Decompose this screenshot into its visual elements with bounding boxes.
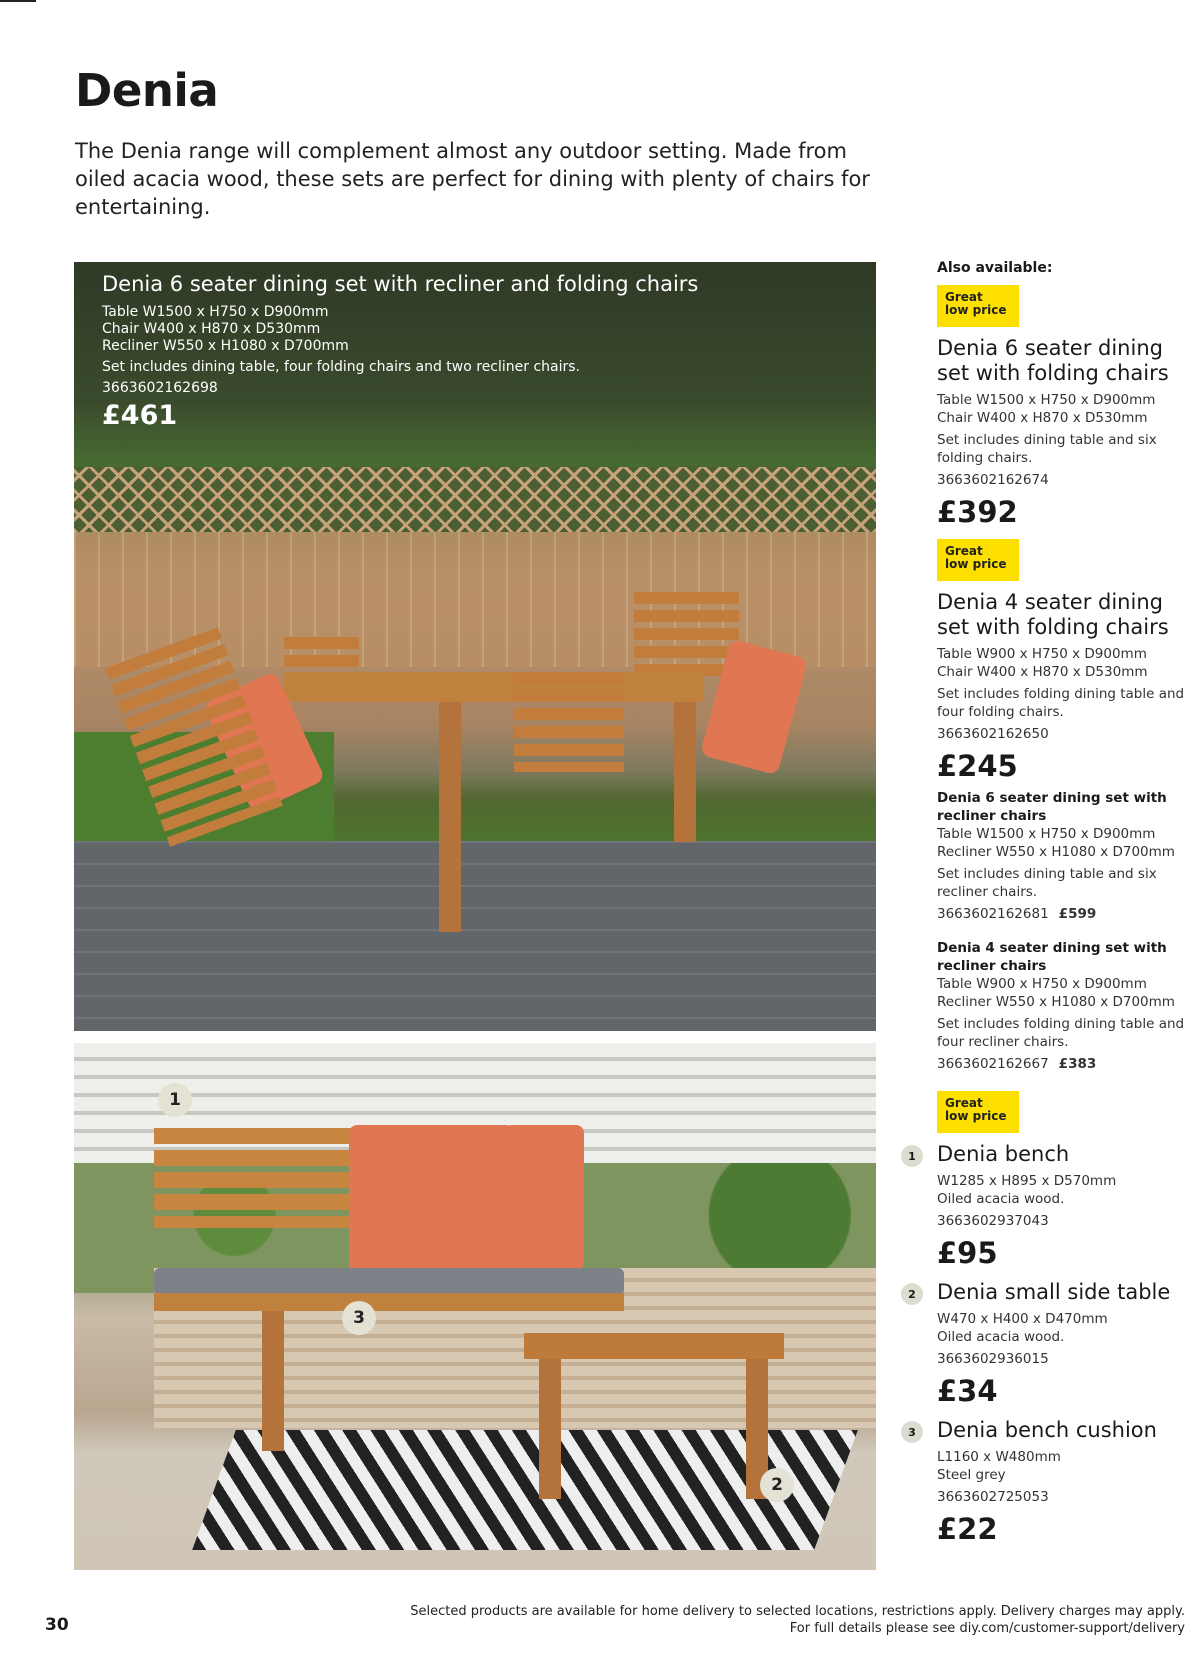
product-price: £599 xyxy=(1058,906,1097,922)
hero-spec: Table W1500 x H750 x D900mm xyxy=(102,304,329,320)
product-price: £392 xyxy=(937,495,1018,529)
side-table-leg xyxy=(539,1359,561,1499)
product-title-small: Denia 6 seater dining set with recliner chairs xyxy=(937,790,1167,824)
product-spec: Table W1500 x H750 x D900mm xyxy=(937,826,1156,842)
product-desc: Set includes folding dining table and four recliner chairs. xyxy=(937,1016,1185,1050)
item-bench-cushion xyxy=(908,1418,1197,1546)
product-code-price xyxy=(937,1055,1197,1073)
product-title: Denia 4 seater dining set with folding chairs xyxy=(937,590,1169,639)
product-code-price xyxy=(937,905,1197,923)
fence-lattice xyxy=(74,467,876,532)
item-title: Denia bench xyxy=(937,1142,1070,1166)
item-price: £22 xyxy=(937,1512,998,1546)
marker-3: 3 xyxy=(342,1301,376,1335)
table-leg xyxy=(674,702,696,842)
folding-chair xyxy=(514,672,624,772)
item-price: £34 xyxy=(937,1374,998,1408)
item-number: 1 xyxy=(901,1145,923,1167)
hero-price: £461 xyxy=(102,400,178,431)
footer-note xyxy=(410,1603,1185,1637)
badge-line: Great xyxy=(945,544,983,558)
table-leg xyxy=(439,702,461,932)
item-title: Denia bench cushion xyxy=(937,1418,1157,1442)
hero-spec: Recliner W550 x H1080 x D700mm xyxy=(102,338,349,354)
side-table xyxy=(524,1333,784,1359)
great-low-price-badge xyxy=(937,285,1019,327)
product-spec: Chair W400 x H870 x D530mm xyxy=(937,410,1148,426)
item-title: Denia small side table xyxy=(937,1280,1171,1304)
page-title: Denia xyxy=(75,64,219,117)
item-spec: Oiled acacia wood. xyxy=(937,1191,1065,1207)
product-title: Denia 6 seater dining set with folding chairs xyxy=(937,336,1169,385)
product-spec: Table W900 x H750 x D900mm xyxy=(937,976,1147,992)
chair xyxy=(284,637,359,677)
item-spec: L1160 x W480mm xyxy=(937,1449,1061,1465)
item-price: £95 xyxy=(937,1236,998,1270)
deck xyxy=(74,841,876,1031)
item-number: 2 xyxy=(901,1283,923,1305)
hero-description: Set includes dining table, four folding chairs and two recliner chairs. xyxy=(102,359,581,375)
badge-line: Great xyxy=(945,1096,983,1110)
great-low-price-badge xyxy=(937,1091,1019,1133)
hero-product-title: Denia 6 seater dining set with recliner and folding chairs xyxy=(102,272,699,296)
bench-cushion xyxy=(154,1268,624,1296)
item-code: 3663602936015 xyxy=(937,1351,1049,1367)
product-code: 3663602162681 xyxy=(937,906,1049,922)
intro-text: The Denia range will complement almost any outdoor setting. Made from oiled acacia wood, these sets are perfect for dining with plenty of chairs for entertaining. xyxy=(75,139,870,219)
bench-photo xyxy=(74,1043,876,1570)
product-price: £383 xyxy=(1058,1056,1097,1072)
great-low-price-badge xyxy=(937,539,1019,581)
badge-line: low price xyxy=(945,1109,1007,1123)
dining-table xyxy=(284,672,704,702)
marker-2: 2 xyxy=(760,1468,794,1502)
item-number: 3 xyxy=(901,1421,923,1443)
hero-spec: Chair W400 x H870 x D530mm xyxy=(102,321,321,337)
item-code: 3663602725053 xyxy=(937,1489,1049,1505)
bench-back xyxy=(154,1128,354,1228)
item-spec: W470 x H400 x D470mm xyxy=(937,1311,1108,1327)
marker-1: 1 xyxy=(158,1083,192,1117)
sidebar xyxy=(908,260,1197,1556)
item-spec: Oiled acacia wood. xyxy=(937,1329,1065,1345)
bench-leg xyxy=(262,1311,284,1451)
product-price: £245 xyxy=(937,749,1018,783)
product-desc: Set includes folding dining table and four folding chairs. xyxy=(937,686,1185,720)
item-spec: W1285 x H895 x D570mm xyxy=(937,1173,1117,1189)
badge-line: low price xyxy=(945,557,1007,571)
cushion xyxy=(349,1125,514,1280)
product-code: 3663602162650 xyxy=(937,726,1049,742)
product-title-small: Denia 4 seater dining set with recliner chairs xyxy=(937,940,1167,974)
product-code: 3663602162674 xyxy=(937,472,1049,488)
item-code: 3663602937043 xyxy=(937,1213,1049,1229)
product-spec: Recliner W550 x H1080 x D700mm xyxy=(937,844,1175,860)
bench-frame xyxy=(154,1293,624,1311)
product-desc: Set includes dining table and six recliner chairs. xyxy=(937,866,1157,900)
badge-line: low price xyxy=(945,303,1007,317)
hero-photo-dining-set xyxy=(74,262,876,1031)
product-desc: Set includes dining table and six folding chairs. xyxy=(937,432,1157,466)
footer-line: For full details please see diy.com/customer-support/delivery xyxy=(789,1621,1185,1636)
product-spec: Chair W400 x H870 x D530mm xyxy=(937,664,1148,680)
cushion xyxy=(504,1125,584,1270)
product-spec: Recliner W550 x H1080 x D700mm xyxy=(937,994,1175,1010)
top-rule xyxy=(0,0,36,2)
hero-code: 3663602162698 xyxy=(102,380,218,396)
also-available-label: Also available: xyxy=(937,260,1053,276)
page-number: 30 xyxy=(45,1615,69,1635)
item-side-table xyxy=(908,1280,1197,1408)
item-spec: Steel grey xyxy=(937,1467,1006,1483)
product-spec: Table W900 x H750 x D900mm xyxy=(937,646,1147,662)
badge-line: Great xyxy=(945,290,983,304)
footer-line: Selected products are available for home delivery to selected locations, restrictions apply. Delivery charges may apply. xyxy=(410,1604,1185,1619)
product-code: 3663602162667 xyxy=(937,1056,1049,1072)
item-bench xyxy=(908,1142,1197,1270)
product-spec: Table W1500 x H750 x D900mm xyxy=(937,392,1156,408)
